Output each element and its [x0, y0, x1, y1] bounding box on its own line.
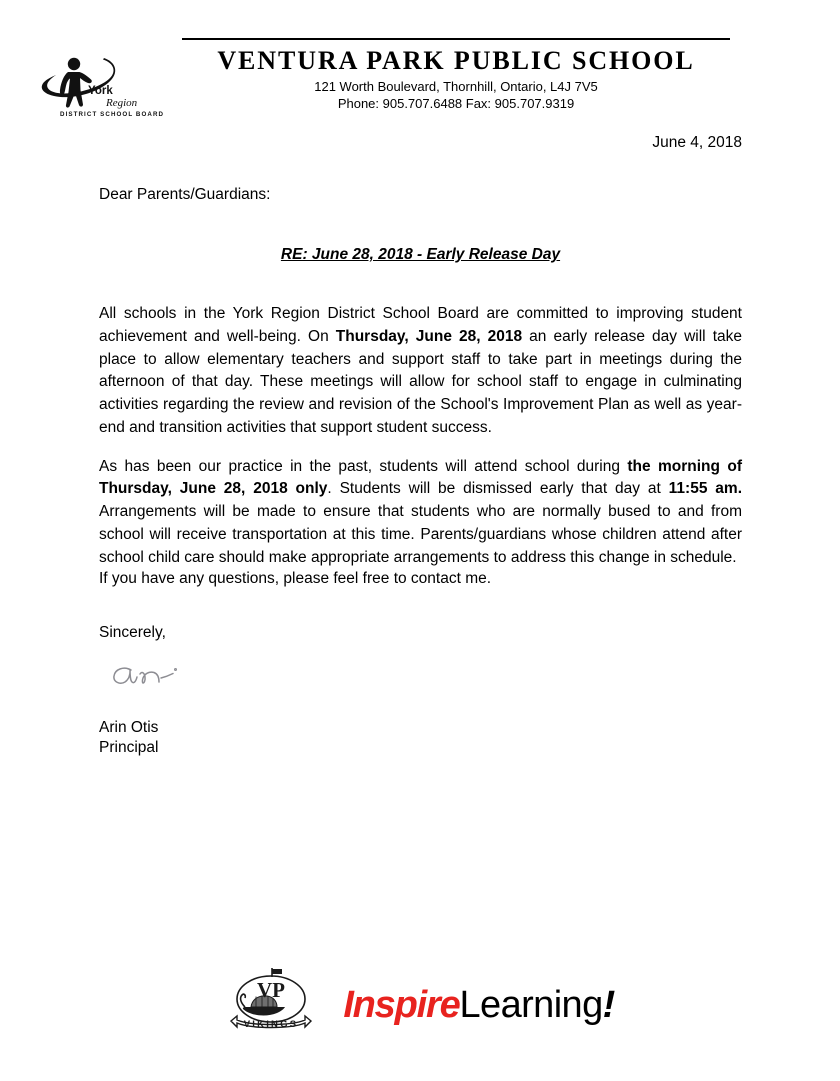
signer-name: Arin Otis [99, 719, 159, 737]
p1-bold-date: Thursday, June 28, 2018 [335, 327, 523, 345]
inspire-learning-slogan [343, 986, 614, 1024]
p2-bold-time: 11:55 am. [668, 480, 743, 498]
slogan-learning-word: Learning [459, 984, 603, 1026]
paragraph-2 [99, 456, 742, 570]
sincerely-line: Sincerely, [99, 623, 166, 641]
p1-text-a: All schools in the York Region District School Board are committed to improving student achievement and well-being. On [99, 305, 742, 345]
york-region-district-school-board-logo [30, 48, 170, 120]
signature-arin-otis [109, 657, 205, 693]
header-divider-rule [182, 38, 730, 40]
ventura-park-vikings-crest [225, 965, 317, 1045]
letter-closing [99, 568, 742, 759]
school-identity-block [182, 38, 730, 112]
letter-date: June 4, 2018 [652, 134, 742, 151]
p2-text-b: . Students will be dismissed early that day at [327, 480, 669, 498]
school-address: 121 Worth Boulevard, Thornhill, Ontario, L4J 7V5 [314, 79, 598, 95]
p2-text-a: As has been our practice in the past, students will attend school during [99, 457, 628, 475]
p1-text-b: an early release day will take place to allow elementary teachers and support staff to take part in meetings during the afternoon of that day. These meetings will allow for school staff to engage in culminating activities regarding the review and revision of the School's Improvement Plan as well as year-end and transition activities that support student success. [99, 327, 742, 436]
school-name: VENTURA PARK PUBLIC SCHOOL [217, 46, 695, 75]
p2-bold-morning: the morning of Thursday, June 28, 2018 only [99, 457, 742, 498]
salutation: Dear Parents/Guardians: [99, 186, 271, 203]
slogan-exclamation: ! [602, 984, 615, 1026]
subject-line: RE: June 28, 2018 - Early Release Day [280, 246, 561, 263]
letterhead [0, 38, 840, 128]
logo-text-region: Region [106, 97, 138, 109]
slogan-inspire-word: Inspire [343, 984, 460, 1026]
crest-initials: VP [257, 978, 286, 1002]
questions-line: If you have any questions, please feel free to contact me. [99, 570, 492, 587]
school-contact: Phone: 905.707.6488 Fax: 905.707.9319 [337, 96, 575, 112]
paragraph-1 [99, 303, 742, 440]
p2-text-c: Arrangements will be made to ensure that students who are normally bused to and from school will receive transportation at this time. Parents/guardians whose children attend after school child care should make appropriate arrangements to address this change in schedule. [99, 503, 742, 566]
signer-title: Principal [99, 739, 159, 757]
letter-body [99, 303, 742, 570]
logo-text-york: York [88, 85, 113, 97]
signature-block [99, 718, 742, 758]
page-footer [0, 962, 840, 1048]
crest-banner-text: VIKINGS [244, 1019, 299, 1030]
logo-text-tagline: DISTRICT SCHOOL BOARD [60, 111, 165, 118]
